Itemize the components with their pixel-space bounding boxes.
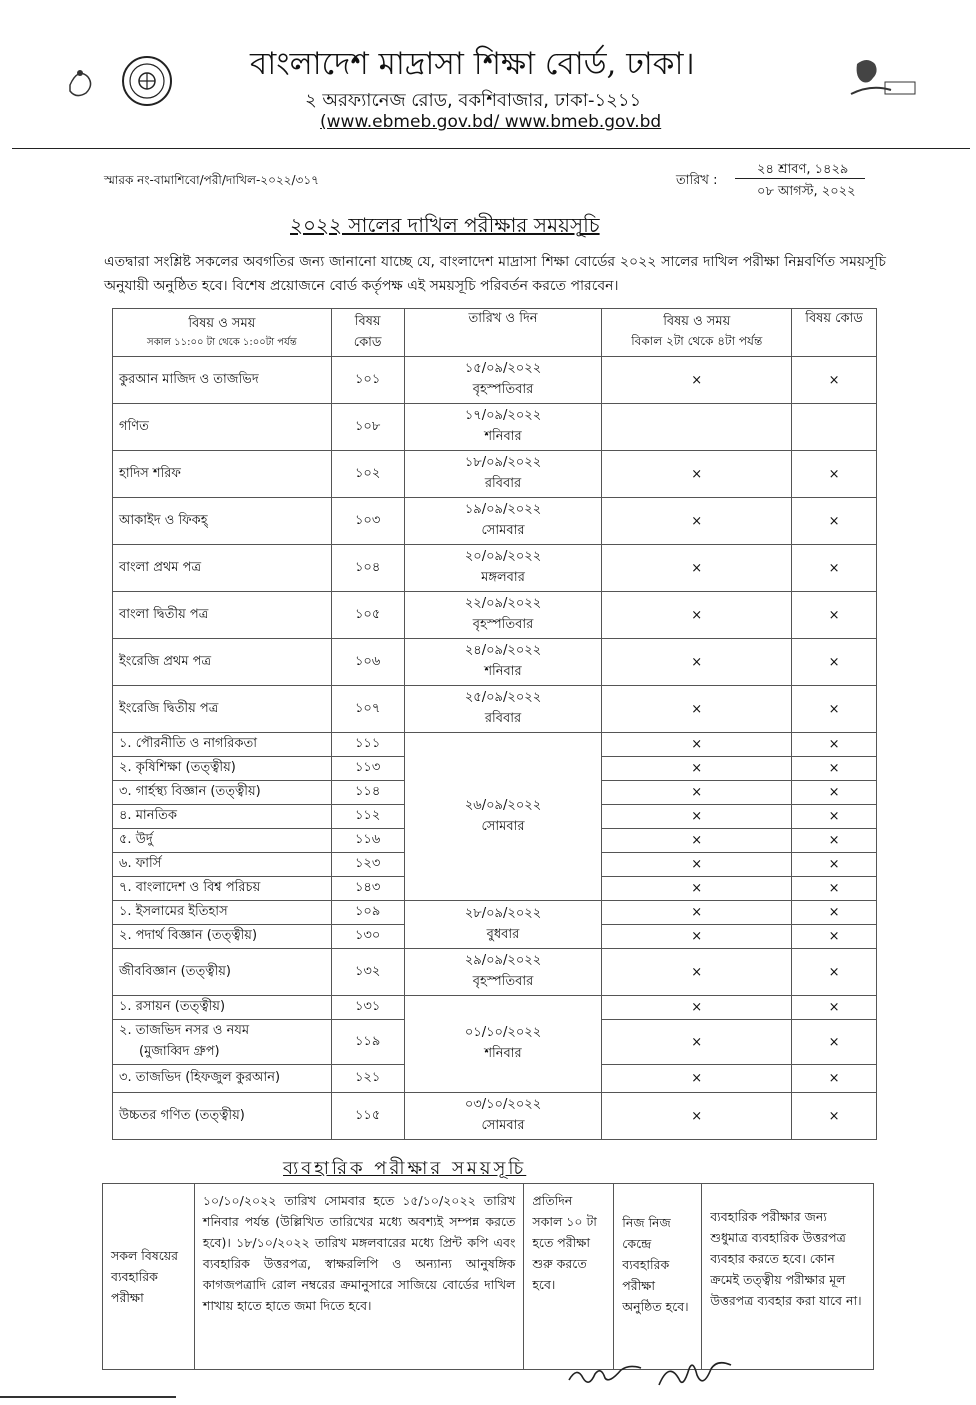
- table-row: [113, 996, 877, 1020]
- code-cell: ১০৭: [331, 686, 404, 733]
- date-english: ০৮ আগস্ট, ২০২২: [757, 184, 856, 199]
- code-cell: ১০৯: [331, 901, 404, 925]
- cross-mark: ×: [602, 1020, 792, 1065]
- cross-mark: ×: [792, 545, 877, 592]
- date-cell: ২২/০৯/২০২২ বৃহস্পতিবার: [404, 592, 602, 639]
- table-row: [113, 733, 877, 757]
- subject-cell: কুরআন মাজিদ ও তাজভিদ: [113, 357, 332, 404]
- practical-schedule-table: [102, 1183, 874, 1370]
- subject-cell: ২. পদার্থ বিজ্ঞান (তত্ত্বীয়): [113, 925, 332, 949]
- cross-mark: ×: [792, 901, 877, 925]
- date-cell: ২৬/০৯/২০২২ সোমবার: [404, 733, 602, 901]
- table-row: [113, 404, 877, 451]
- code-cell: ১২৩: [331, 853, 404, 877]
- cross-mark: ×: [792, 757, 877, 781]
- date-cell: ০১/১০/২০২২ শনিবার: [404, 996, 602, 1093]
- subject-cell: জীববিজ্ঞান (তত্ত্বীয়): [113, 949, 332, 996]
- cross-mark: ×: [602, 686, 792, 733]
- table-row: [113, 592, 877, 639]
- subject-cell: ২. কৃষিশিক্ষা (তত্ত্বীয়): [113, 757, 332, 781]
- date-label: তারিখ :: [676, 173, 718, 188]
- practical-heading: ব্যবহারিক পরীক্ষার সময়সূচি: [283, 1158, 527, 1179]
- code-cell: ১১২: [331, 805, 404, 829]
- cross-mark: ×: [602, 901, 792, 925]
- table-row: [113, 357, 877, 404]
- cross-mark: ×: [602, 357, 792, 404]
- code-cell: ১৪৩: [331, 877, 404, 901]
- cross-mark: ×: [792, 853, 877, 877]
- subject-cell: ১. রসায়ন (তত্ত্বীয়): [113, 996, 332, 1020]
- code-cell: ১৩০: [331, 925, 404, 949]
- schedule-heading: ২০২২ সালের দাখিল পরীক্ষার সময়সূচি: [290, 213, 600, 237]
- cross-mark: ×: [602, 996, 792, 1020]
- code-cell: ১১৩: [331, 757, 404, 781]
- date-cell: ১৯/০৯/২০২২ সোমবার: [404, 498, 602, 545]
- cross-mark: ×: [602, 545, 792, 592]
- code-cell: ১০২: [331, 451, 404, 498]
- cross-mark: ×: [792, 805, 877, 829]
- board-website-link[interactable]: (www.ebmeb.gov.bd/ www.bmeb.gov.bd: [320, 112, 662, 132]
- table-row: [113, 949, 877, 996]
- cross-mark: ×: [602, 592, 792, 639]
- table-row: [113, 1093, 877, 1140]
- code-cell: ১১৯: [331, 1020, 404, 1065]
- code-cell: ১১৬: [331, 829, 404, 853]
- table-row: [113, 686, 877, 733]
- cross-mark: ×: [792, 639, 877, 686]
- table-row: [113, 545, 877, 592]
- exam-schedule-table: [112, 308, 877, 1140]
- cross-mark: ×: [602, 829, 792, 853]
- code-cell: ১১১: [331, 733, 404, 757]
- cross-mark: ×: [792, 829, 877, 853]
- subject-cell: উচ্চতর গণিত (তত্ত্বীয়): [113, 1093, 332, 1140]
- cross-mark: ×: [602, 451, 792, 498]
- cross-mark: ×: [792, 996, 877, 1020]
- code-cell: ১৩২: [331, 949, 404, 996]
- cross-mark: ×: [792, 1020, 877, 1065]
- code-cell: ১০৬: [331, 639, 404, 686]
- subject-cell: ৩. গার্হস্থ্য বিজ্ঞান (তত্ত্বীয়): [113, 781, 332, 805]
- subject-cell: গণিত: [113, 404, 332, 451]
- code-cell: ১১৫: [331, 1093, 404, 1140]
- date-cell: ০৩/১০/২০২২ সোমবার: [404, 1093, 602, 1140]
- memo-number: স্মারক নং-বামাশিবো/পরী/দাখিল-২০২২/৩১৭: [104, 173, 319, 187]
- cross-mark: ×: [602, 805, 792, 829]
- cross-mark: ×: [602, 1093, 792, 1140]
- table-row: [103, 1184, 874, 1370]
- subject-cell: ৩. তাজভিদ (হিফজুল কুরআন): [113, 1065, 332, 1093]
- cross-mark: ×: [792, 733, 877, 757]
- code-cell: ১০১: [331, 357, 404, 404]
- subject-cell: ইংরেজি প্রথম পত্র: [113, 639, 332, 686]
- date-cell: ২৫/০৯/২০২২ রবিবার: [404, 686, 602, 733]
- practical-subjects-cell: সকল বিষয়ের ব্যবহারিক পরীক্ষা: [103, 1184, 195, 1370]
- subject-cell: আকাইদ ও ফিকহ্: [113, 498, 332, 545]
- empty-cell: [602, 404, 792, 451]
- code-cell: ১১৪: [331, 781, 404, 805]
- cross-mark: ×: [792, 686, 877, 733]
- date-divider: [735, 178, 865, 179]
- cross-mark: ×: [792, 781, 877, 805]
- subject-cell: ইংরেজি দ্বিতীয় পত্র: [113, 686, 332, 733]
- signature-2: [655, 1355, 735, 1399]
- header-subject: বিষয় ও সময় সকাল ১১:০০ টা থেকে ১:০০টা পর্যন্ত: [113, 309, 332, 357]
- cross-mark: ×: [792, 451, 877, 498]
- cross-mark: ×: [602, 877, 792, 901]
- bottom-left-line: [0, 1396, 176, 1398]
- date-cell: ২৪/০৯/২০২২ শনিবার: [404, 639, 602, 686]
- cross-mark: ×: [602, 733, 792, 757]
- code-cell: ১০৮: [331, 404, 404, 451]
- mujib-logo-left: [50, 55, 105, 110]
- header-code-afternoon: বিষয় কোড: [792, 309, 877, 357]
- code-cell: ১০৩: [331, 498, 404, 545]
- table-header-row: [113, 309, 877, 357]
- date-cell: ১৭/০৯/২০২২ শনিবার: [404, 404, 602, 451]
- subject-cell: ৭. বাংলাদেশ ও বিশ্ব পরিচয়: [113, 877, 332, 901]
- intro-paragraph: এতদ্বারা সংশ্লিষ্ট সকলের অবগতির জন্য জানানো যাচ্ছে যে, বাংলাদেশ মাদ্রাসা শিক্ষা বোর্ডের ২০২২ সালের দাখিল পরীক্ষা নিম্নবর্ণিত সময়সূচি অনুযায়ী অনুষ্ঠিত হবে। বিশেষ প্রয়োজনে বোর্ড কর্তৃপক্ষ এই সময়সূচি পরিবর্তন করতে পারবেন।: [104, 254, 886, 294]
- practical-answer-sheet-cell: ব্যবহারিক পরীক্ষার জন্য শুধুমাত্র ব্যবহারিক উত্তরপত্র ব্যবহার করতে হবে। কোন ক্রমেই তত্ত্বীয় পরীক্ষার মূল উত্তরপত্র ব্যবহার করা যাবে না।: [702, 1184, 874, 1370]
- practical-venue-cell: নিজ নিজ কেন্দ্রে ব্যবহারিক পরীক্ষা অনুষ্ঠিত হবে।: [614, 1184, 702, 1370]
- cross-mark: ×: [602, 949, 792, 996]
- cross-mark: ×: [792, 498, 877, 545]
- board-address: ২ অরফ্যানেজ রোড, বকশিবাজার, ঢাকা-১২১১: [305, 90, 642, 111]
- cross-mark: ×: [792, 1065, 877, 1093]
- header-code: বিষয় কোড: [331, 309, 404, 357]
- header-divider: [12, 148, 970, 149]
- cross-mark: ×: [602, 757, 792, 781]
- cross-mark: ×: [792, 357, 877, 404]
- table-row: [113, 451, 877, 498]
- subject-cell: ২. তাজভিদ নসর ও নযম (মুজাব্বিদ গ্রুপ): [113, 1020, 332, 1065]
- subject-cell: ৬. ফার্সি: [113, 853, 332, 877]
- table-row: [113, 498, 877, 545]
- code-cell: ১২১: [331, 1065, 404, 1093]
- date-cell: ২০/০৯/২০২২ মঙ্গলবার: [404, 545, 602, 592]
- date-bangla: ২৪ শ্রাবণ, ১৪২৯: [757, 162, 849, 177]
- cross-mark: ×: [602, 925, 792, 949]
- subject-cell: হাদিস শরিফ: [113, 451, 332, 498]
- signature-1: [565, 1360, 645, 1392]
- cross-mark: ×: [792, 925, 877, 949]
- table-row: [113, 901, 877, 925]
- cross-mark: ×: [602, 639, 792, 686]
- practical-time-cell: প্রতিদিন সকাল ১০ টা হতে পরীক্ষা শুরু করতে হবে।: [524, 1184, 614, 1370]
- subject-cell: বাংলা দ্বিতীয় পত্র: [113, 592, 332, 639]
- board-seal-icon: [120, 54, 174, 108]
- code-cell: ১০৪: [331, 545, 404, 592]
- subject-cell: ৪. মানতিক: [113, 805, 332, 829]
- date-cell: ২৯/০৯/২০২২ বৃহস্পতিবার: [404, 949, 602, 996]
- date-cell: ১৮/০৯/২০২২ রবিবার: [404, 451, 602, 498]
- practical-dates-cell: ১০/১০/২০২২ তারিখ সোমবার হতে ১৫/১০/২০২২ তারিখ শনিবার পর্যন্ত (উল্লিখিত তারিখের মধ্যে অবশ্যই সম্পন্ন করতে হবে)। ১৮/১০/২০২২ তারিখ মঙ্গলবারের মধ্যে প্রিন্ট কপি এবং ব্যবহারিক উত্তরপত্র, স্বাক্ষরলিপি ও অন্যান্য আনুষঙ্গিক কাগজপত্রাদি রোল নম্বরের ক্রমানুসারে সাজিয়ে বোর্ডের দাখিল শাখায় হাতে হাতে জমা দিতে হবে।: [194, 1184, 523, 1370]
- header-date: তারিখ ও দিন: [404, 309, 602, 357]
- table-row: [113, 639, 877, 686]
- header-subject-afternoon: বিষয় ও সময় বিকাল ২টা থেকে ৪টা পর্যন্ত: [602, 309, 792, 357]
- subject-cell: ১. পৌরনীতি ও নাগরিকতা: [113, 733, 332, 757]
- cross-mark: ×: [602, 853, 792, 877]
- subject-cell: বাংলা প্রথম পত্র: [113, 545, 332, 592]
- cross-mark: ×: [792, 592, 877, 639]
- board-title: বাংলাদেশ মাদ্রাসা শিক্ষা বোর্ড, ঢাকা।: [250, 46, 695, 82]
- empty-cell: [792, 404, 877, 451]
- cross-mark: ×: [602, 1065, 792, 1093]
- subject-cell: ১. ইসলামের ইতিহাস: [113, 901, 332, 925]
- code-cell: ১৩১: [331, 996, 404, 1020]
- subject-cell: ৫. উর্দু: [113, 829, 332, 853]
- cross-mark: ×: [602, 498, 792, 545]
- date-cell: ২৮/০৯/২০২২ বুধবার: [404, 901, 602, 949]
- cross-mark: ×: [602, 781, 792, 805]
- cross-mark: ×: [792, 949, 877, 996]
- date-cell: ১৫/০৯/২০২২ বৃহস্পতিবার: [404, 357, 602, 404]
- cross-mark: ×: [792, 877, 877, 901]
- cross-mark: ×: [792, 1093, 877, 1140]
- code-cell: ১০৫: [331, 592, 404, 639]
- mujib100-logo-right: [845, 54, 925, 104]
